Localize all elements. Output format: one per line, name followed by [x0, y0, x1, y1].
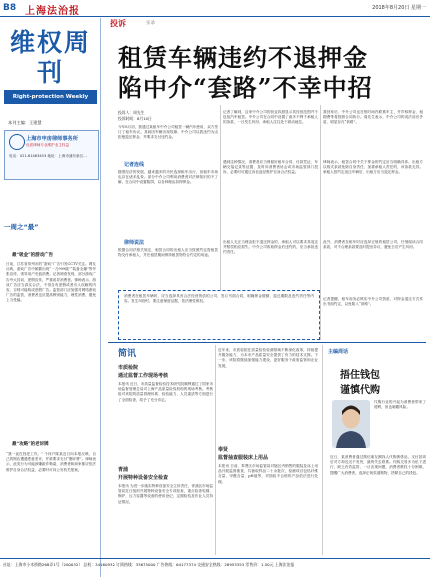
column-title-line-2: 谨慎代购	[340, 385, 380, 396]
left-article-2-title: 最“攻略”的老诉牌	[12, 442, 49, 447]
article-paragraph: 记者提醒，租车前务必核实中介公司资质，对押金退还方式作出书面约定，以免陷入“套路”。	[323, 297, 423, 307]
law-firm-logo-icon	[9, 134, 25, 150]
brief-2-title: 青浦	[118, 467, 129, 473]
subsection-heading-reporter: 记者连线	[124, 162, 145, 168]
brief-section-heading: 简讯	[118, 349, 137, 359]
brief-1-body: 本报讯 近日，市质量监督检验技术研究院顺利通过了国家市场监督管理总局对上海产品质量检验机构的现场考核。考核组对该院的质量管理体系、检验能力、人员素质等方面进行了全面检查，给予了充分肯定。	[118, 382, 213, 402]
brand-title: 维权周刊	[9, 28, 91, 87]
article-paragraph: 根据合同法相关规定，租赁合同的出租人应当按照约定将租赁物交付承租人，并在租赁期间保持租赁物符合约定的用途。	[118, 248, 218, 258]
ad-title: 上海市申房律师事务所	[26, 136, 78, 142]
column-divider	[215, 345, 216, 555]
article-paragraph: 随着经济的发展，越来越多的市民选择租车出行，但租车市场也存在诸多乱象。部分中介公司利用消费者对法律知识的不了解，在合同中设置陷阱，以各种理由扣押押金。	[118, 170, 218, 185]
column-divider	[322, 345, 323, 555]
headline-line-2: 陷中介“套路”不幸中招	[118, 73, 373, 102]
ad-text: 电话：021-61463453 地址：上海市浦东新区…	[9, 154, 87, 158]
brief-3-body: 本报讯 日前，奉贤区市场监管局对辖区内销售的服装及床上用品开展监督抽查，共抽取样品二十余批次，检测项目包括纤维含量、甲醛含量、pH值等，对抽检不合格的产品依法进行处理。	[218, 464, 318, 484]
complaint-date-line: 投诉时间：8月10日	[118, 116, 152, 121]
section-kicker: 投诉	[110, 19, 126, 28]
newspaper-name: 上海法治报	[25, 6, 80, 17]
left-article-2-body: “我一直在找老工作。” 个体户陈某近日向本报反映，自己的网店遭遇恶意差评，并被要求支付“删评费”。律师表示，此类行为可能涉嫌敲诈勒索，消费者和商家都应依法维护自身合法权益，必要时可向公安机关报案。	[6, 452, 96, 472]
footer	[0, 558, 430, 578]
subsection-heading-lawyer: 律师说法	[124, 240, 145, 246]
brief-1-continued: 近年来，市质检院在质量检验检测领域不断深化改革，持续提升服务能力，为本市产品质量安全提供了有力的技术支撑。下一步，该院将继续加强能力建设，更好服务于政府监管和企业发展。	[218, 348, 318, 368]
brief-3-subtitle: 监督抽查服装床上用品	[218, 455, 269, 461]
brief-2-body: 本报讯 为进一步落实特种设备安全主体责任，青浦区市场监管局近日组织开展特种设备安全专项检查，重点检查电梯、锅炉、压力容器等设备的使用登记、定期检验及作业人员持证情况。	[118, 484, 213, 504]
editor-credit: 本刊主编：王建慧	[8, 120, 42, 125]
article-paragraph: 今年8月初，我通过某租车中介公司租赁一辆汽车使用，双方签订了租车协议。其间因车辆出现故障，中介公司以我违约为由拒绝退还押金，并要求支付违约金。	[118, 125, 218, 140]
article-paragraph: 遇到这种情况，消费者应当保留好租车合同、付款凭证、车辆交接记录等证据，及时向消费者协会或市场监管部门投诉，必要时可通过诉讼途径维护自身合法权益。	[223, 160, 318, 175]
complainant-line: 投诉人：周先生	[118, 110, 145, 115]
author-portrait	[332, 400, 370, 448]
brief-3-title: 奉贤	[218, 447, 229, 453]
footer-text: 社址：上海市小木桥路268弄1号（200032） 总机：34160932 订阅热线：33675000 广告热线：64177374 交通安全热线：28953353 零售价：1.50元 上海法治报	[3, 562, 295, 567]
brief-1-subtitle: 通过监督工作现场考核	[118, 373, 169, 379]
article-paragraph: 此外，消费者在租车时应选择正规的租赁公司，仔细阅读合同条款，对不合理条款要及时提出异议，避免日后产生纠纷。	[323, 240, 423, 250]
column-body: 近日，某消费者通过微信朋友圈找人代购奢侈品，支付款项后对方却迟迟不发货，最终失去联系。代购交易多为私下进行，缺乏有效监管，一旦出现问题，消费者维权十分困难。提醒广大消费者，选择正规渠道购物，捂紧自己的钱包。	[330, 455, 426, 475]
column-label: 主编周话	[328, 349, 349, 355]
page-number: B8	[3, 3, 17, 13]
column-divider	[220, 105, 221, 290]
headline-line-1: 租赁车辆违约不退押金	[118, 43, 368, 72]
column-divider	[320, 105, 321, 340]
brief-2-subtitle: 开展特种设备安全检查	[118, 475, 169, 481]
quote-text: 消费者在租赁车辆时，应当选择具有合法经营资质的公司，签订书面合同，明确押金数额、退还期限及违约责任等内容。发生纠纷时，要注意保留证据，依法理性维权。	[124, 294, 314, 304]
article-paragraph: 律师表示，租赁合同中关于押金的约定应当明确具体。出租方以格式条款免除自身责任、加重承租人责任的，该条款无效。承租人按约定返还车辆后，出租方应当退还押金。	[323, 160, 423, 175]
column-title-line-1: 捂住钱包	[340, 370, 380, 381]
article-paragraph: 出租人无正当理由拒不退还押金的，承租人可以要求其返还并赔偿相应损失。中介公司收取押金后违约的，应当承担违约责任。	[223, 240, 318, 255]
brand-subtitle: Right-protection Weekly	[4, 90, 97, 104]
week-highlights-heading: 一周之“最”	[4, 223, 39, 231]
left-article-1-body: 日前，江苏省常州市的“游戏”广告引发CCTV关注。网友反映，游戏广告中频繁出现“一刀999级”“装备全爆”等夸张宣传，诱导用户充值消费。记者调查发现，部分游戏广告夸大其词、虚假宣传，严重误导消费者。律师表示，游戏广告应当真实合法，不得含有虚假或者引人误解的内容，否则可能构成虚假广告。监管部门应加强对网络游戏广告的监管，消费者也应提高辨别能力，理性消费，避免上当受骗。	[6, 262, 96, 303]
section-kicker-sub: 实录	[146, 21, 155, 26]
date-line: 2018年8月20日 星期一	[372, 5, 426, 11]
brief-1-title: 市质检院	[118, 365, 139, 371]
section-divider	[108, 342, 426, 343]
left-article-1-title: 最“吸金”的游戏广告	[12, 253, 54, 258]
ad-subtitle: 优质律师专业维护业主权益	[26, 143, 70, 147]
article-paragraph: 记者了解到，这家中介公司的营业执照显示其经营范围并不包括汽车租赁。中介公司在合同中设置了诸多不利于承租人的条款，一旦发生纠纷，承租人往往处于被动地位。	[223, 110, 318, 125]
column-body-intro: 代购行业的兴起为消费者带来了便利，但也暗藏风险。	[374, 400, 426, 410]
article-paragraph: 我回家后，中介公司也在短时间内联系车主，并声称押金、租期费等将按照合同执行。周先生表示，中介公司的说法前后矛盾，明显存在“套路”。	[323, 110, 423, 125]
